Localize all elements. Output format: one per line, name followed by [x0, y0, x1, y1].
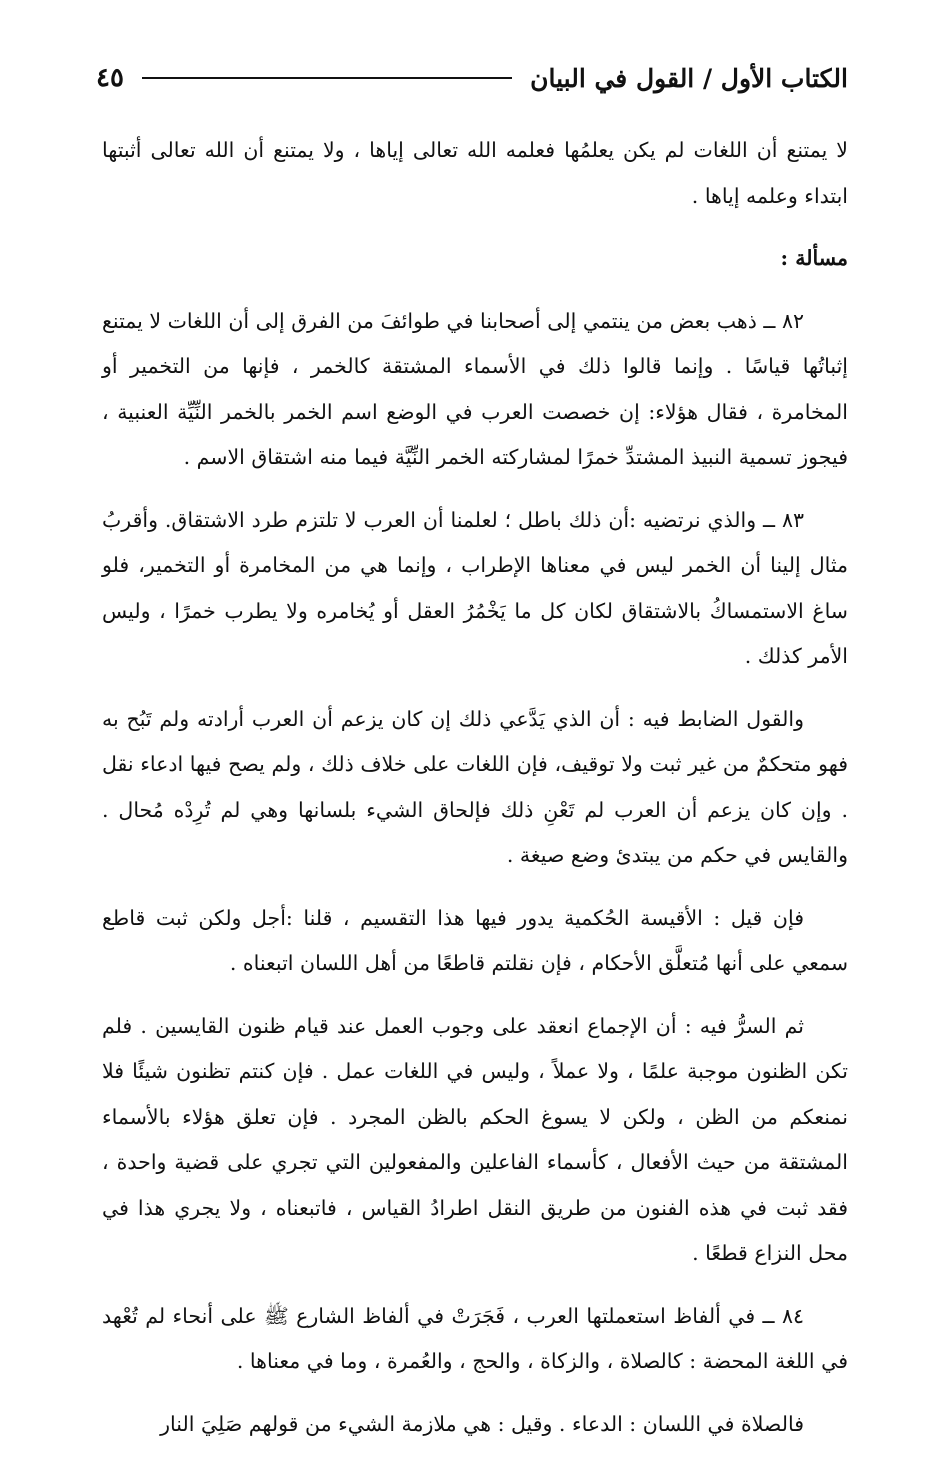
paragraph-objection: فإن قيل : الأقيسة الحُكمية يدور فيها هذا التقسيم ، قلنا :أجل ولكن ثبت قاطع سمعي على أنها مُتعلَّق الأحكام ، فإن نقلتم قاطعًا من أهل اللسان اتبعناه . [102, 905, 848, 975]
body-text [102, 128, 848, 1464]
paragraph-secret: ثم السرُّ فيه : أن الإجماع انعقد على وجوب العمل عند قيام ظنون القايسين . فلم تكن الظنون موجبة علمًا ، ولا عملاً ، وليس في اللغات عمل . فإن كنتم تظنون شيئًا فلا نمنعكم من الظن ، ولكن لا يسوغ الحكم بالظن المجرد . فإن تعلق هؤلاء بالأسماء المشتقة من حيث الأفعال ، كأسماء الفاعلين والمفعولين التي تجري على قضية واحدة ، فقد ثبت في هذه الفنون من طريق النقل اطرادُ القياس ، فاتبعناه ، ولا يجري هذا في محل النزاع قطعًا . [102, 1013, 848, 1265]
paragraph-82: ٨٢ ــ ذهب بعض من ينتمي إلى أصحابنا في طوائفَ من الفرق إلى أن اللغات لا يمتنع إثباتُها قياسًا . وإنما قالوا ذلك في الأسماء المشتقة كالخمر ، فإنها من التخمير أو المخامرة ، فقال هؤلاء: إن خصصت العرب في الوضع اسم الخمر بالخمر النِّيِّة العنبية ، فيجوز تسمية النبيذ المشتدِّ خمرًا لمشاركته الخمر النِّيَّة فيما منه اشتقاق الاسم . [102, 308, 848, 469]
header-rule [142, 77, 512, 79]
paragraph-prayer: فالصلاة في اللسان : الدعاء . وقيل : هي ملازمة الشيء من قولهم صَلِيَ النار [160, 1411, 804, 1436]
section-heading: مسألة : [780, 246, 848, 270]
running-header [96, 56, 848, 100]
chapter-title: الكتاب الأول / القول في البيان [530, 63, 848, 93]
paragraph-84: ٨٤ ــ في ألفاظ استعملتها العرب ، فَجَرَتْ في ألفاظ الشارع ﷺ على أنحاء لم تُعْهد في اللغة المحضة : كالصلاة ، والزكاة ، والحج ، والعُمرة ، وما في معناها . [102, 1303, 848, 1373]
paragraph-83: ٨٣ ــ والذي نرتضيه :أن ذلك باطل ؛ لعلمنا أن العرب لا تلتزم طرد الاشتقاق. وأقربُ مثال إلينا أن الخمر ليس في معناها الإطراب ، وإنما هي من المخامرة أو التخمير، فلو ساغ الاستمساكُ بالاشتقاق لكان كل ما يَخْمُرُ العقل أو يُخامره ولا يطرب خمرًا ، وليس الأمر كذلك . [102, 507, 848, 668]
paragraph-intro: لا يمتنع أن اللغات لم يكن يعلمُها فعلمه الله تعالى إياها ، ولا يمتنع أن الله تعالى أثبتها ابتداء وعلمه إياها . [102, 138, 848, 208]
paragraph-rule: والقول الضابط فيه : أن الذي يَدَّعي ذلك إن كان يزعم أن العرب أرادته ولم تَبُح به فهو متحكمٌ من غير ثبت ولا توقيف، فإن اللغات على خلاف ذلك ، ولم يصح فيها ادعاء نقل . وإن كان يزعم أن العرب لم تَعْنِ ذلك فإلحاق الشيء بلسانها وهي لم تُرِدْه مُحال . والقايس في حكم من يبتدئ وضع صيغة . [102, 706, 848, 867]
page-number: ٤٥ [96, 63, 124, 93]
